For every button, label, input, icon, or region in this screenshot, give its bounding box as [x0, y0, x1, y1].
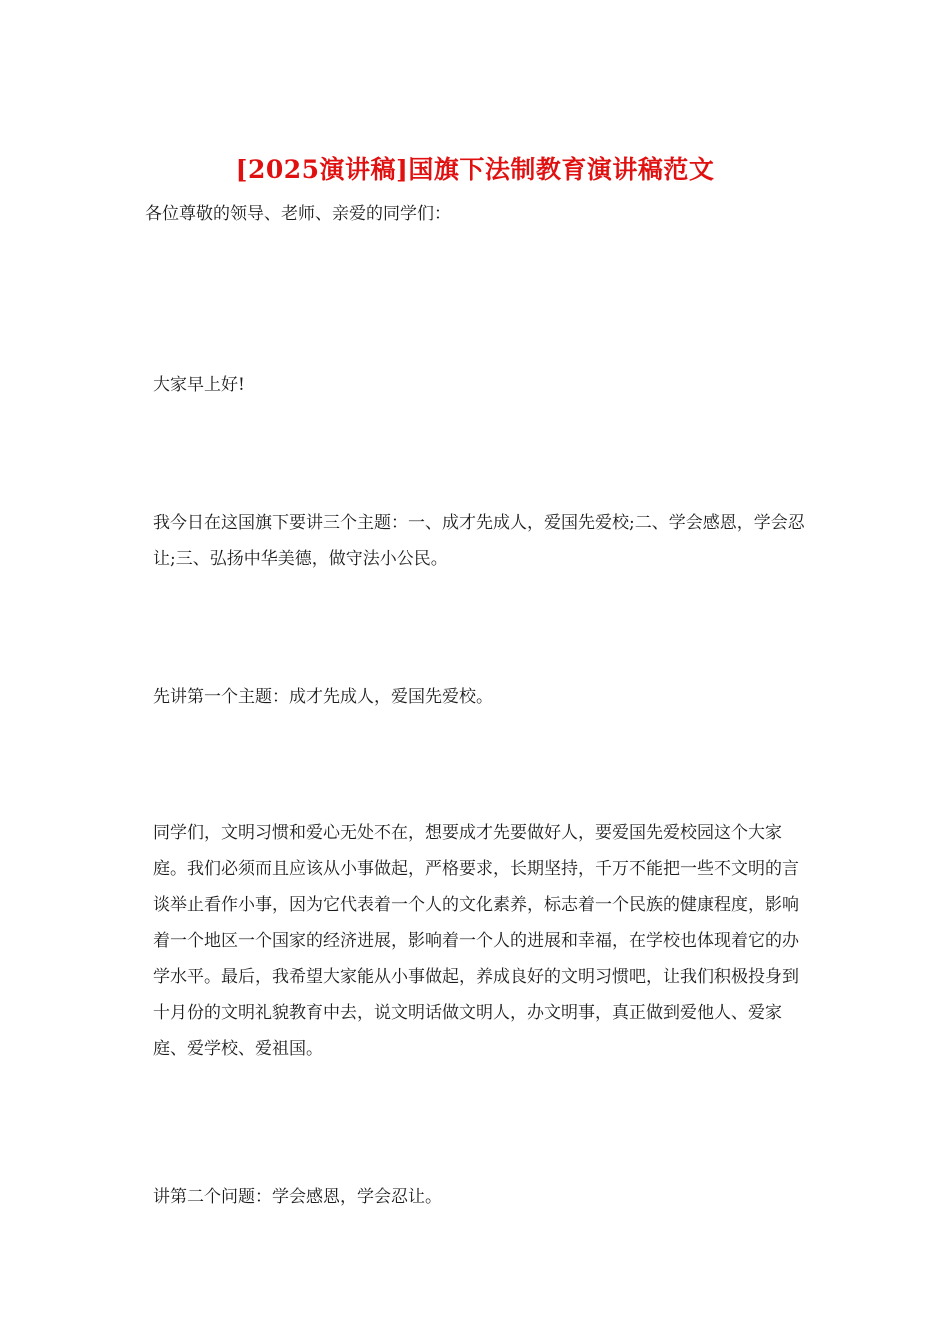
salutation-paragraph: 各位尊敬的领导、老师、亲爱的同学们：: [145, 204, 451, 224]
body-paragraph: 同学们，文明习惯和爱心无处不在，想要成才先要做好人，要爱国先爱校园这个大家庭。我们必须而且应该从小事做起，严格要求，长期坚持，千万不能把一些不文明的言谈举止看作小事，因为它代表着一个人的文化素养，标志着一个民族的健康程度，影响着一个地区一个国家的经济进展，影响着一个人的进展和幸福，在学校也体现着它的办学水平。最后，我希望大家能从小事做起，养成良好的文明习惯吧，让我们积极投身到十月份的文明礼貌教育中去，说文明话做文明人，办文明事，真正做到爱他人、爱家庭、爱学校、爱祖国。: [153, 823, 799, 1059]
greeting-paragraph: 大家早上好!: [153, 375, 245, 395]
theme-one-paragraph: 先讲第一个主题：成才先成人，爱国先爱校。: [153, 687, 493, 707]
document-title: [2025演讲稿]国旗下法制教育演讲稿范文: [235, 155, 715, 184]
theme-two-paragraph: 讲第二个问题：学会感恩，学会忍让。: [153, 1187, 442, 1207]
themes-paragraph: 我今日在这国旗下要讲三个主题：一、成才先成人，爱国先爱校;二、学会感恩，学会忍让;三、弘扬中华美德，做守法小公民。: [153, 513, 805, 569]
